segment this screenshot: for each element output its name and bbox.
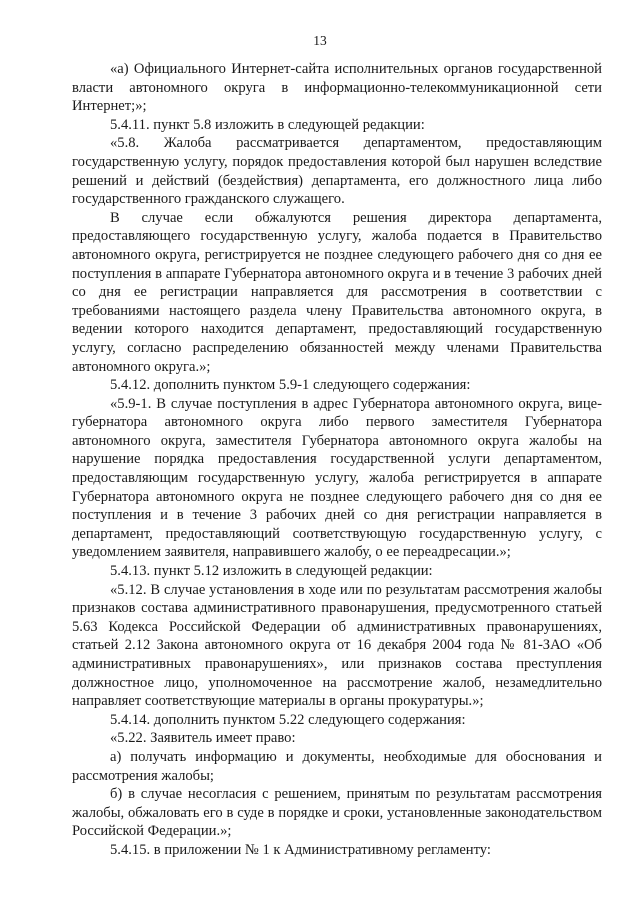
paragraph-7: 5.4.13. пункт 5.12 изложить в следующей редакции: [110,563,433,580]
paragraph-4: В случае если обжалуются решения директора департамента, предоставляющего государственную услугу, жалоба подается в Правительство автономного округа, регистрируется не позднее следующего рабочего дня со дня ее поступления в аппарате Губернатора автономного округа и в течение 3 рабочих дней со дня ее регистрации направляется для рассмотрения в соответствии с требованиями настоящего раздела члену Правительства автономного округа, в ведении которого находится департамент, предоставляющий государственную услугу, согласно распределению обязанностей между членами Правительства автономного округа.»; [72,209,602,375]
page-number: 13 [313,33,327,48]
paragraph-8: «5.12. В случае установления в ходе или по результатам рассмотрения жалобы признаков состава административного правонарушения, предусмотренного статьей 5.63 Кодекса Российской Федерации об административных правонарушениях, статьей 2.12 Закона автономного округа от 16 декабря 2004 года № 81-ЗАО «Об административных правонарушениях», или признаков состава преступления должностное лицо, уполномоченное на рассмотрение жалоб, незамедлительно направляет соответствующие материалы в органы прокуратуры.»; [72,581,602,710]
paragraph-13: 5.4.15. в приложении № 1 к Административному регламенту: [110,841,491,858]
paragraph-6: «5.9-1. В случае поступления в адрес Губернатора автономного округа, вице-губернатора автономного округа либо первого заместителя Губернатора автономного округа, заместителя Губернатора автономного округа жалобы на нарушение порядка предоставления государственной услуги департаментом, предоставляющим государственную услугу, жалоба регистрируется в аппарате Губернатора автономного округа не позднее следующего рабочего дня со дня ее поступления и в течение 3 рабочих дней со дня регистрации направляется в департамент, предоставляющий соответствующую государственную услугу, с уведомлением заявителя, направившего жалобу, о ее переадресации.»; [72,395,602,561]
paragraph-11: а) получать информацию и документы, необходимые для обоснования и рассмотрения жалобы; [72,748,602,784]
paragraph-5: 5.4.12. дополнить пунктом 5.9-1 следующего содержания: [110,377,471,394]
paragraph-3: «5.8. Жалоба рассматривается департаментом, предоставляющим государственную услугу, порядок предоставления которой был нарушен вследствие решений и действий (бездействия) департамента, его должностного лица либо государственного гражданского служащего. [72,135,602,208]
paragraph-10: «5.22. Заявитель имеет право: [110,730,296,747]
paragraph-12: б) в случае несогласия с решением, принятым по результатам рассмотрения жалобы, обжаловать его в суде в порядке и сроки, установленные законодательством Российской Федерации.»; [72,786,602,840]
paragraph-9: 5.4.14. дополнить пунктом 5.22 следующего содержания: [110,711,466,728]
paragraph-1: «а) Официального Интернет-сайта исполнительных органов государственной власти автономного округа в информационно-телекоммуникационной сети Интернет;»; [72,61,602,115]
paragraph-2: 5.4.11. пункт 5.8 изложить в следующей редакции: [110,116,425,133]
document-body [72,60,602,860]
